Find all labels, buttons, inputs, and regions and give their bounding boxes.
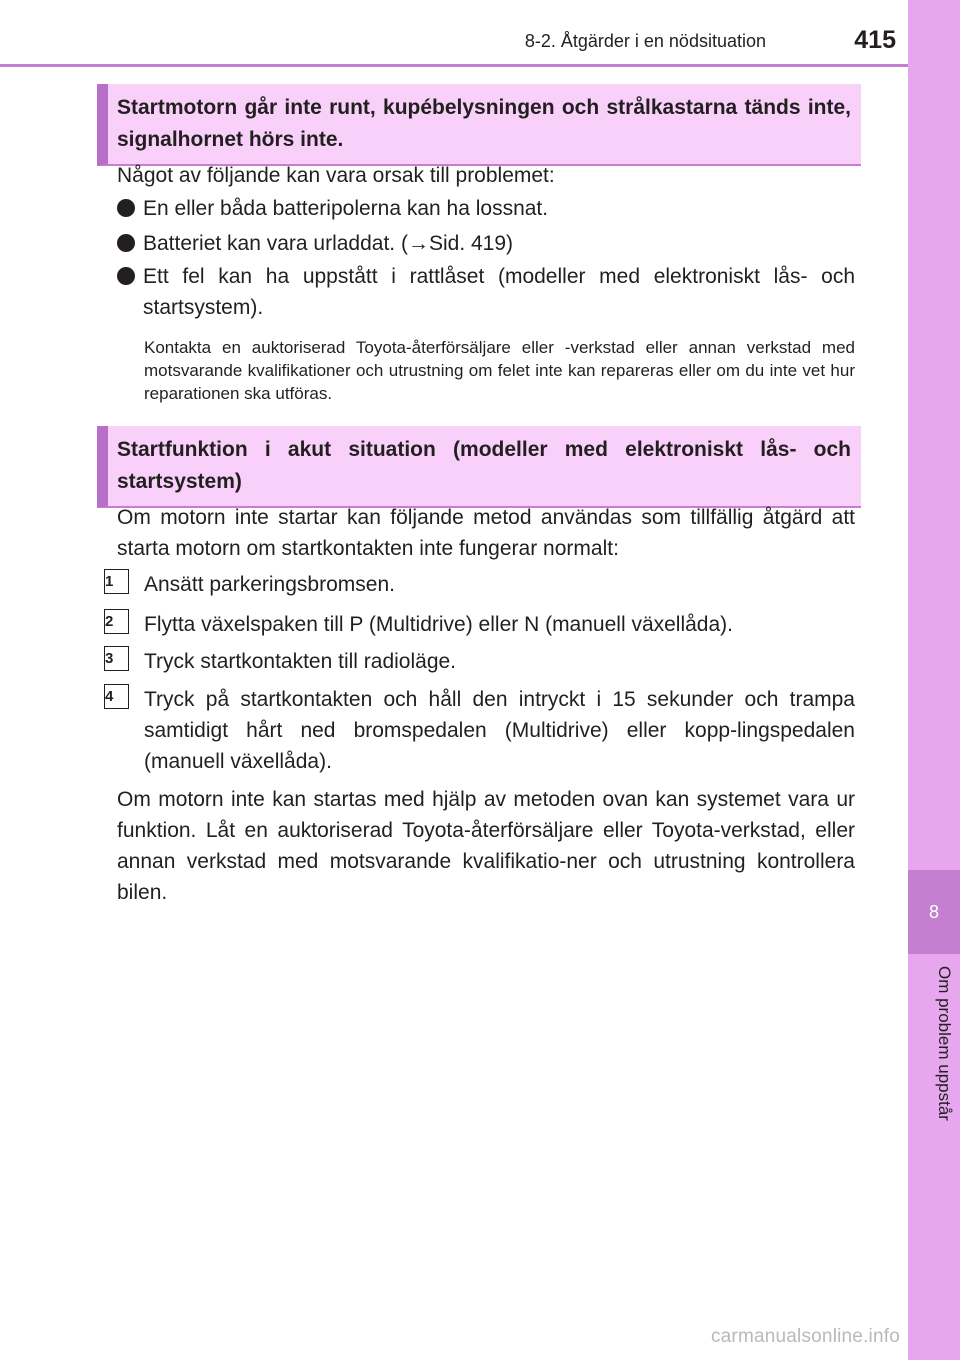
bullet-text: Ett fel kan ha uppstått i rattlåset (modeller med elektroniskt lås- och startsystem).: [143, 265, 855, 319]
section-2-closing: Om motorn inte kan startas med hjälp av metoden ovan kan systemet vara ur funktion. Låt en auktoriserad Toyota-återförsäljare eller Toyota-verkstad, eller annan verkstad med motsvarande kvalifikatio-ner och utrustning kontrollera bilen.: [117, 788, 855, 904]
section-1-intro: Något av följande kan vara orsak till problemet:: [117, 164, 555, 187]
step-number: 3: [104, 646, 129, 671]
list-item: [117, 228, 855, 259]
step-text: Ansätt parkeringsbromsen.: [144, 573, 395, 596]
step-text: Tryck på startkontakten och håll den intryckt i 15 sekunder och trampa samtidigt hårt ned bromspedalen (Multidrive) eller kopp-lingspedalen (manuell växellåda).: [144, 688, 855, 773]
step-item: [104, 684, 855, 777]
bullet-icon: [117, 267, 135, 285]
list-item: [117, 193, 855, 224]
section-2-intro: Om motorn inte startar kan följande metod användas som tillfällig åtgärd att starta motorn om startkontakten inte fungerar normalt:: [117, 506, 855, 560]
step-text: Flytta växelspaken till P (Multidrive) eller N (manuell växellåda).: [144, 613, 733, 636]
chapter-side-tab: [908, 0, 960, 1360]
list-item: [117, 261, 855, 323]
section-title: 8-2. Åtgärder i en nödsituation: [524, 31, 766, 51]
section-heading-1: Startmotorn går inte runt, kupébelysningen och strålkastarna tänds inte, signalhornet hörs inte.: [97, 84, 861, 166]
step-item: [104, 569, 855, 600]
step-text: Tryck startkontakten till radioläge.: [144, 650, 457, 673]
step-number: 2: [104, 609, 129, 634]
bullet-icon: [117, 234, 135, 252]
watermark: carmanualsonline.info: [710, 1326, 900, 1347]
step-item: [104, 646, 855, 677]
page-number: 415: [854, 26, 896, 54]
bullet-icon: [117, 199, 135, 217]
step-number: 4: [104, 684, 129, 709]
bullet-text: En eller båda batteripolerna kan ha lossnat.: [143, 197, 549, 220]
bullet-text: Batteriet kan vara urladdat. (→Sid. 419): [143, 232, 514, 255]
chapter-number: 8: [908, 870, 960, 954]
chapter-label: Om problem uppstår: [935, 966, 954, 1121]
step-number: 1: [104, 569, 129, 594]
header-rule: [0, 64, 908, 67]
section-heading-2: Startfunktion i akut situation (modeller med elektroniskt lås- och startsystem): [97, 426, 861, 508]
step-item: [104, 609, 855, 640]
section-1-note: Kontakta en auktoriserad Toyota-återförsäljare eller -verkstad eller annan verkstad med motsvarande kvalifikationer och utrustning om felet inte kan repareras eller om du inte vet hur reparationen ska utföras.: [144, 338, 855, 403]
